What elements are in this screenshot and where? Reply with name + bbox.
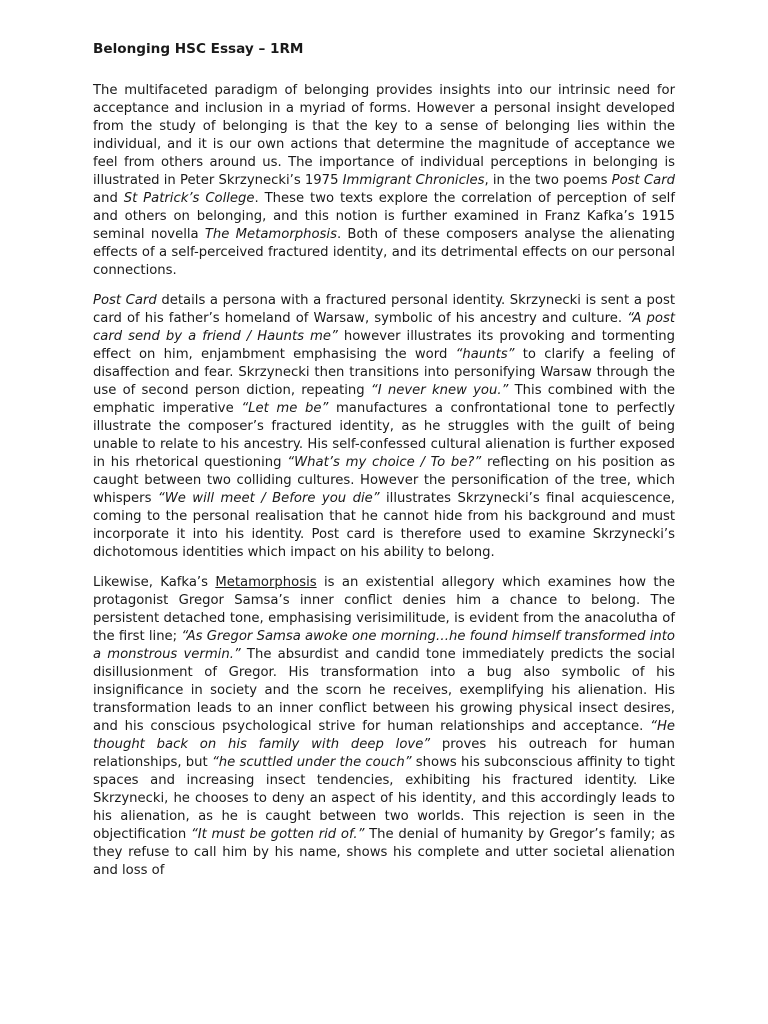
quoted-text: “he scuttled under the couch” (211, 755, 412, 770)
text-run: however illustrates its provoking and tormenting effect on him, enjambment emphasising the word (93, 329, 676, 362)
text-run: The absurdist and candid tone immediately predicts the social disillusionment of Gregor. His transformation into a bug also symbolic of his insignificance in society and the scorn he receives, exemplifying his alienation. His transformation leads to an inner conflict between his growing physical insect desires, and his conscious psychological strive for human relationships and acceptance. (93, 647, 675, 734)
quoted-text: “A post card send by a friend / Haunts me” (93, 311, 675, 344)
quoted-text: St Patrick’s College (123, 191, 255, 206)
text-run: details a persona with a fractured personal identity. Skrzynecki is sent a post card of his father’s homeland of Warsaw, symbolic of his ancestry and culture. (93, 293, 675, 326)
text-run: manufactures a confrontational tone to perfectly illustrate the composer’s fractured identity, as he struggles with the guilt of being unable to relate to his ancestry. His self-confessed cultural alienation is further exposed in his rhetorical questioning (93, 401, 676, 470)
text-run: reflecting on his position as caught between two colliding cultures. However the personification of the tree, which whispers (93, 455, 675, 506)
text-run: The multifaceted paradigm of belonging provides insights into our intrinsic need for acceptance and inclusion in a myriad of forms. However a personal insight developed from the study of belonging is that the key to a sense of belonging lies within the individual, and it is our own actions that determine the magnitude of acceptance we feel from others around us. The importance of individual perceptions in belonging is illustrated in Peter Skrzynecki’s 1975 (93, 83, 675, 188)
underlined-title: Metamorphosis (215, 575, 317, 590)
quoted-text: “What’s my choice / To be?” (287, 455, 482, 470)
text-run: , in the two poems (484, 173, 612, 188)
quoted-text: “Let me be” (241, 401, 329, 416)
text-run: This combined with the emphatic imperative (93, 383, 675, 416)
text-run: shows his subconscious affinity to tight spaces and increasing insect tendencies, exhibiting his fractured identity. Like Skrzynecki, he chooses to deny an aspect of his identity, and this accordingly leads to his alienation, as he is caught between two worlds. This rejection is seen in the objectification (93, 755, 675, 842)
document-title: Belonging HSC Essay – 1RM (93, 41, 304, 57)
quoted-text: “I never knew you.” (370, 383, 509, 398)
quoted-text: Post Card (611, 173, 675, 188)
quoted-text: Immigrant Chronicles (342, 173, 485, 188)
paragraph-post-card (93, 292, 675, 562)
quoted-text: Post Card (93, 293, 157, 308)
text-run: The denial of humanity by Gregor’s family; as they refuse to call him by his name, shows his complete and utter societal alienation and loss of (93, 827, 675, 878)
text-run: to clarify a feeling of disaffection and fear. Skrzynecki then transitions into personifying Warsaw through the use of second person diction, repeating (93, 347, 675, 398)
paragraph-metamorphosis (93, 574, 675, 880)
paragraph-introduction (93, 82, 675, 280)
quoted-text: “haunts” (455, 347, 515, 362)
quoted-text: “We will meet / Before you die” (157, 491, 380, 506)
text-run: is an existential allegory which examines how the protagonist Gregor Samsa’s inner conflict denies him a chance to belong. The persistent detached tone, emphasising verisimilitude, is evident from the anacolutha of the first line; (93, 575, 675, 644)
text-run: and (93, 191, 124, 206)
text-run: illustrates Skrzynecki’s final acquiescence, coming to the personal realisation that he cannot hide from his background and must incorporate it into his identity. Post card is therefore used to examine Skrzynecki’s dichotomous identities which impact on his ability to belong. (93, 491, 675, 560)
text-run: . Both of these composers analyse the alienating effects of a self-perceived fractured identity, and its detrimental effects on our personal connections. (93, 227, 675, 278)
quoted-text: “As Gregor Samsa awoke one morning…he found himself transformed into a monstrous vermin.” (93, 629, 675, 662)
quoted-text: “He thought back on his family with deep love” (93, 719, 675, 752)
quoted-text: The Metamorphosis (204, 227, 337, 242)
quoted-text: “It must be gotten rid of.” (190, 827, 365, 842)
text-run: . These two texts explore the correlation of perception of self and others on belonging, and this notion is further examined in Franz Kafka’s 1915 seminal novella (93, 191, 675, 242)
text-run: proves his outreach for human relationships, but (93, 737, 675, 770)
text-run: Likewise, Kafka’s (93, 575, 216, 590)
